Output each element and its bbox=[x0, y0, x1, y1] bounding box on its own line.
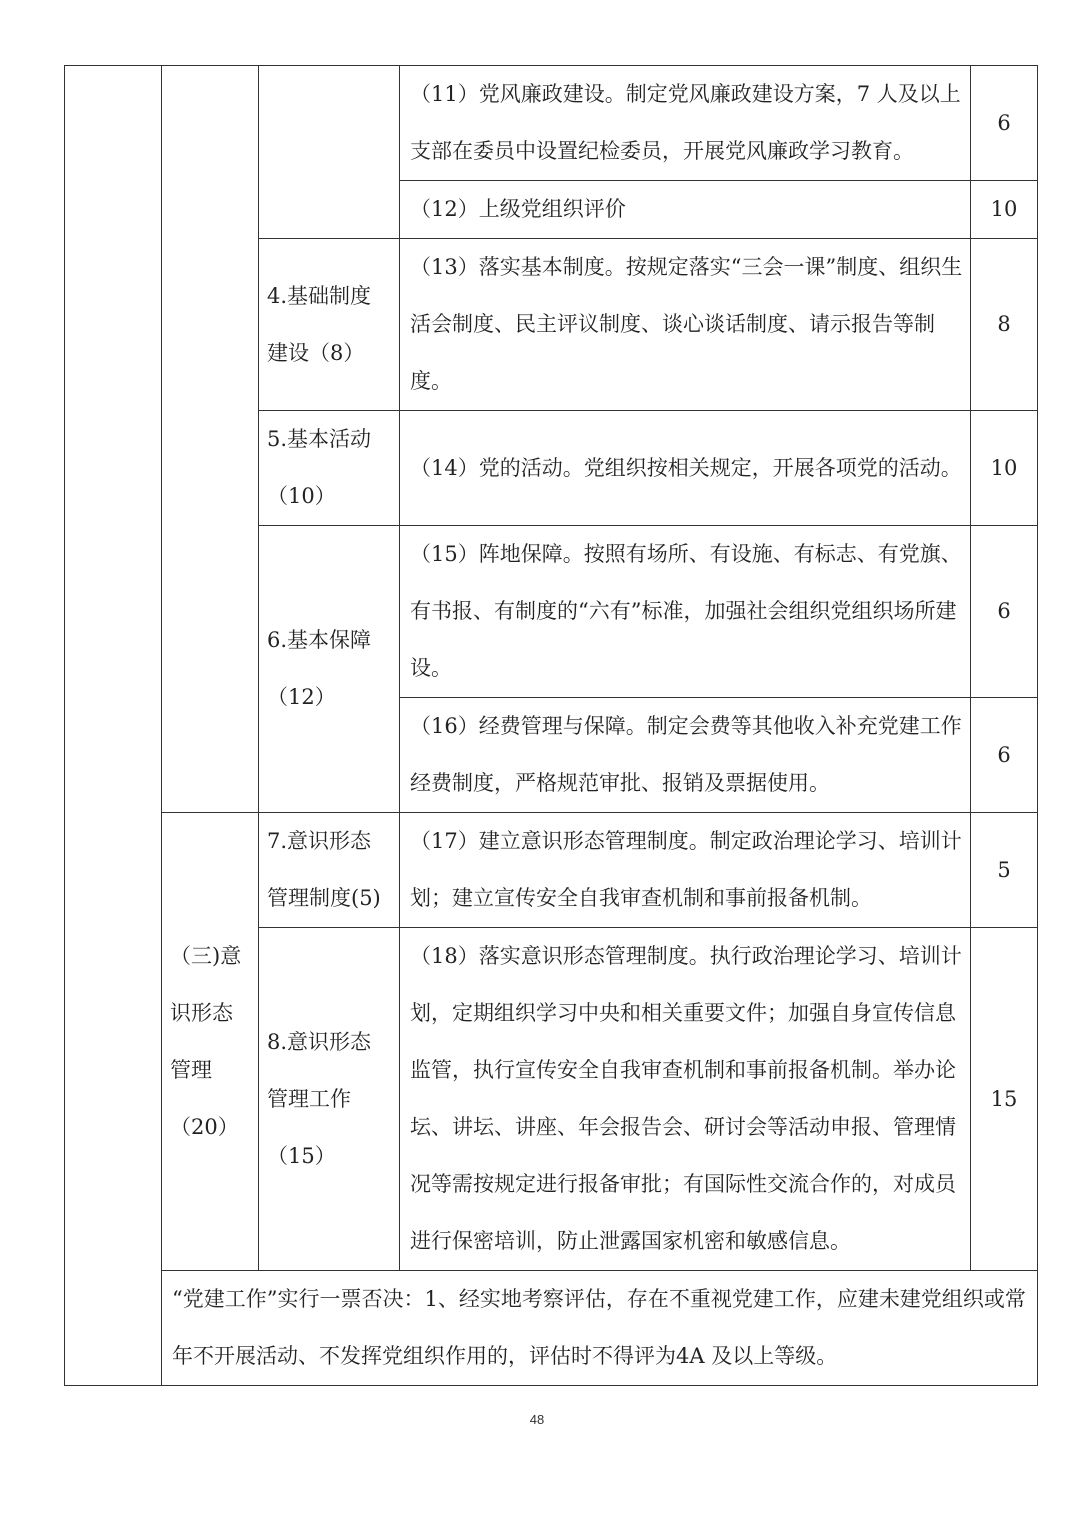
criterion-16-text: （16）经费管理与保障。制定会费等其他收入补充党建工作经费制度，严格规范审批、报销及票据使用。 bbox=[400, 698, 971, 813]
criterion-17-score: 5 bbox=[971, 813, 1038, 928]
subcategory-5 bbox=[259, 411, 400, 526]
subcategory-7-line1: 7.意识形态 bbox=[267, 829, 372, 853]
subcategory-4-line1: 4.基础制度 bbox=[267, 283, 372, 308]
subcategory-5-line1: 5.基本活动 bbox=[267, 427, 372, 451]
evaluation-table bbox=[64, 65, 1038, 1386]
criterion-11-score: 6 bbox=[971, 66, 1038, 181]
category-3-line2: 识形态 bbox=[170, 1000, 233, 1025]
subcategory-8-line3: （15） bbox=[267, 1143, 336, 1168]
table-row bbox=[65, 1271, 1038, 1386]
criterion-18-text: （18）落实意识形态管理制度。执行政治理论学习、培训计划，定期组织学习中央和相关重要文件；加强自身宣传信息监管，执行宣传安全自我审查机制和事前报备机制。举办论坛、讲坛、讲座、年会报告会、研讨会等活动申报、管理情况等需按规定进行报备审批；有国际性交流合作的，对成员进行保密培训，防止泄露国家机密和敏感信息。 bbox=[400, 928, 971, 1271]
criterion-14-score: 10 bbox=[971, 411, 1038, 526]
criterion-16-score: 6 bbox=[971, 698, 1038, 813]
item-cell-empty bbox=[259, 66, 400, 239]
criterion-12-text: （12）上级党组织评价 bbox=[400, 181, 971, 239]
subcategory-6-line1: 6.基本保障 bbox=[267, 628, 372, 652]
criterion-12-score: 10 bbox=[971, 181, 1038, 239]
criterion-13-score: 8 bbox=[971, 239, 1038, 411]
criterion-18-score: 15 bbox=[971, 928, 1038, 1271]
criterion-15-text: （15）阵地保障。按照有场所、有设施、有标志、有党旗、有书报、有制度的“六有”标准，加强社会组织党组织场所建设。 bbox=[400, 526, 971, 698]
subcategory-group-cell bbox=[162, 66, 259, 813]
subcategory-6 bbox=[259, 526, 400, 813]
table-row bbox=[65, 66, 1038, 181]
category-column-cell bbox=[65, 66, 162, 1386]
criterion-17-text: （17）建立意识形态管理制度。制定政治理论学习、培训计划；建立宣传安全自我审查机制和事前报备机制。 bbox=[400, 813, 971, 928]
category-3-line3: 管理 bbox=[170, 1057, 212, 1082]
table-row bbox=[65, 813, 1038, 928]
criterion-13-text: （13）落实基本制度。按规定落实“三会一课”制度、组织生活会制度、民主评议制度、谈心谈话制度、请示报告等制度。 bbox=[400, 239, 971, 411]
category-3 bbox=[162, 813, 259, 1271]
criterion-14-text: （14）党的活动。党组织按相关规定，开展各项党的活动。 bbox=[400, 411, 971, 526]
subcategory-6-line2: （12） bbox=[267, 685, 336, 709]
subcategory-8-line2: 管理工作 bbox=[267, 1086, 351, 1111]
subcategory-4 bbox=[259, 239, 400, 411]
subcategory-4-line2: 建设（8） bbox=[267, 340, 365, 365]
subcategory-5-line2: （10） bbox=[267, 484, 336, 508]
criterion-15-score: 6 bbox=[971, 526, 1038, 698]
subcategory-7 bbox=[259, 813, 400, 928]
subcategory-8-line1: 8.意识形态 bbox=[267, 1029, 372, 1054]
category-3-line4: （20） bbox=[170, 1114, 239, 1139]
criterion-11-text: （11）党风廉政建设。制定党风廉政建设方案，7 人及以上支部在委员中设置纪检委员，开展党风廉政学习教育。 bbox=[400, 66, 971, 181]
category-3-line1: （三)意 bbox=[170, 943, 242, 968]
subcategory-7-line2: 管理制度(5) bbox=[267, 886, 381, 910]
page-number: 48 bbox=[529, 1412, 545, 1427]
subcategory-8 bbox=[259, 928, 400, 1271]
veto-note: “党建工作”实行一票否决：1、经实地考察评估，存在不重视党建工作，应建未建党组织或常年不开展活动、不发挥党组织作用的，评估时不得评为4A 及以上等级。 bbox=[162, 1271, 1038, 1386]
